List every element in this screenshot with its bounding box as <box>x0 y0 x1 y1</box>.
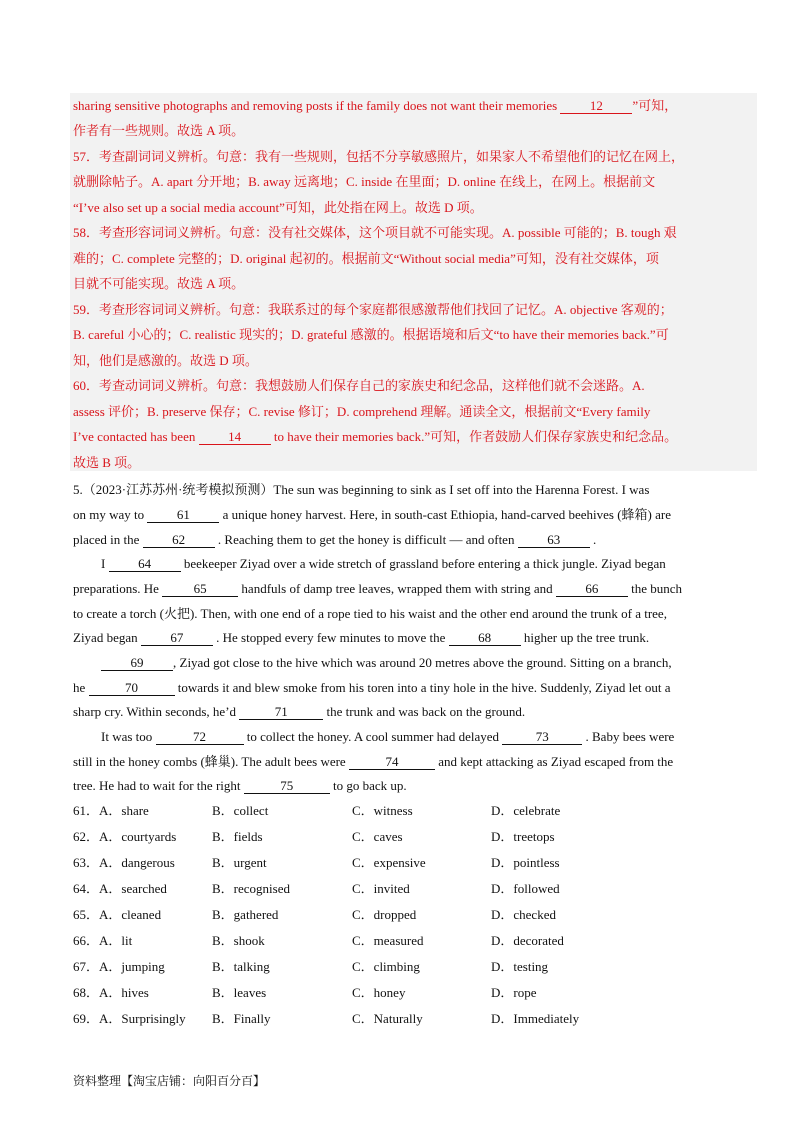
blank-70: 70 <box>89 681 175 696</box>
answer-line-11: 知，他们是感激的。故选 D 项。 <box>73 353 258 368</box>
answer-text: sharing sensitive photographs and removing posts if the family does not want their memories <box>73 98 561 113</box>
blank-69: 69 <box>101 656 173 671</box>
answer-line-6: 58．考查形容词词义辨析。句意：没有社交媒体，这个项目就不可能实现。A. possible 可能的；B. tough 艰 <box>73 225 677 240</box>
answer-line-7: 难的；C. complete 完整的；D. original 起初的。根据前文“Without social media”可知，没有社交媒体，项 <box>73 251 659 266</box>
passage-line: I 64 beekeeper Ziyad over a wide stretch of grassland before entering a thick jungle. Ziyad began <box>101 556 666 571</box>
option-row: 68．A．hives B．leaves C．honey D．rope <box>73 985 537 1000</box>
answer-line-8: 目就不可能实现。故选 A 项。 <box>73 276 245 291</box>
passage-line: 69 , Ziyad got close to the hive which was around 20 metres above the ground. Sitting on a branch, <box>101 655 672 671</box>
answer-text: to have their memories back.”可知，作者鼓励人们保存家族史和纪念品。 <box>270 429 678 444</box>
answer-line-9: 59．考查形容词词义辨析。句意：我联系过的每个家庭都很感激帮他们找回了记忆。A. objective 客观的； <box>73 302 673 317</box>
answer-line-2: 作者有一些规则。故选 A 项。 <box>73 123 245 138</box>
blank-66: 66 <box>556 582 628 597</box>
blank-75: 75 <box>244 779 330 794</box>
passage-line: still in the honey combs (蜂巢). The adult bees were 74 and kept attacking as Ziyad escaped from the <box>73 754 674 769</box>
passage-line: on my way to 61 a unique honey harvest. Here, in south-cast Ethiopia, hand-carved beehives (蜂箱) are <box>73 507 671 522</box>
blank-63: 63 <box>518 533 590 548</box>
answer-line-4: 就删除帖子。A. apart 分开地；B. away 远离地；C. inside 在里面；D. online 在线上，在网上。根据前文 <box>73 174 656 189</box>
passage-line: he 70 towards it and blew smoke from his toren into a tiny hole in the hive. Suddenly, Ziyad let out a <box>73 680 671 695</box>
blank-71: 71 <box>239 705 323 720</box>
answer-blank-12: 12 <box>560 99 632 114</box>
option-row: 63．A．dangerous B．urgent C．expensive D．pointless <box>73 855 560 870</box>
option-row: 65．A．cleaned B．gathered C．dropped D．checked <box>73 907 556 922</box>
option-row: 67．A．jumping B．talking C．climbing D．testing <box>73 959 549 974</box>
passage-line: 5.（2023·江苏苏州·统考模拟预测）The sun was beginning to sink as I set off into the Harenna Forest. I was <box>73 482 650 497</box>
answer-text: I’ve contacted has been <box>73 429 199 444</box>
page-footer: 资料整理【淘宝店铺：向阳百分百】 <box>73 1074 266 1088</box>
blank-67: 67 <box>141 631 213 646</box>
answer-line-3: 57．考查副词词义辨析。句意：我有一些规则，包括不分享敏感照片，如果家人不希望他们的记忆在网上， <box>73 149 685 164</box>
passage-line: tree. He had to wait for the right 75 to go back up. <box>73 778 407 793</box>
answer-line-1 <box>73 98 677 114</box>
blank-62: 62 <box>143 533 215 548</box>
blank-74: 74 <box>349 755 435 770</box>
passage-line: It was too 72 to collect the honey. A cool summer had delayed 73 . Baby bees were <box>101 729 675 744</box>
blank-72: 72 <box>156 730 244 745</box>
option-row: 64．A．searched B．recognised C．invited D．followed <box>73 881 560 896</box>
blank-61: 61 <box>147 508 219 523</box>
answer-line-15: 故选 B 项。 <box>73 455 141 470</box>
answer-line-5: “I’ve also set up a social media account”可知，此处指在网上。故选 D 项。 <box>73 200 483 215</box>
blank-73: 73 <box>502 730 582 745</box>
answer-line-13: assess 评价；B. preserve 保存；C. revise 修订；D. comprehend 理解。通读全文，根据前文“Every family <box>73 404 651 419</box>
passage-line: sharp cry. Within seconds, he’d 71 the trunk and was back on the ground. <box>73 704 526 719</box>
answer-line-14 <box>73 429 677 445</box>
option-row: 61．A．share B．collect C．witness D．celebrate <box>73 803 561 818</box>
passage-line: Ziyad began 67 . He stopped every few minutes to move the 68 higher up the tree trunk. <box>73 630 650 645</box>
option-row: 69．A．Surprisingly B．Finally C．Naturally D．Immediately <box>73 1011 580 1026</box>
option-row: 66．A．lit B．shook C．measured D．decorated <box>73 933 564 948</box>
passage-line: preparations. He 65 handfuls of damp tree leaves, wrapped them with string and 66 the bunch <box>73 581 683 596</box>
option-row: 62．A．courtyards B．fields C．caves D．treetops <box>73 829 555 844</box>
blank-65: 65 <box>162 582 238 597</box>
answer-text: ”可知， <box>632 98 678 113</box>
passage-line: placed in the 62 . Reaching them to get the honey is difficult — and often 63 . <box>73 532 597 547</box>
answer-line-10: B. careful 小心的；C. realistic 现实的；D. grateful 感激的。根据语境和后文“to have their memories back.”可 <box>73 327 669 342</box>
answer-blank-14: 14 <box>199 430 271 445</box>
passage-line: to create a torch (火把). Then, with one end of a rope tied to his waist and the other end around the trunk of a tree, <box>73 606 667 621</box>
answer-line-12: 60．考查动词词义辨析。句意：我想鼓励人们保存自己的家族史和纪念品，这样他们就不会迷路。A. <box>73 378 645 393</box>
blank-68: 68 <box>449 631 521 646</box>
blank-64: 64 <box>109 557 181 572</box>
